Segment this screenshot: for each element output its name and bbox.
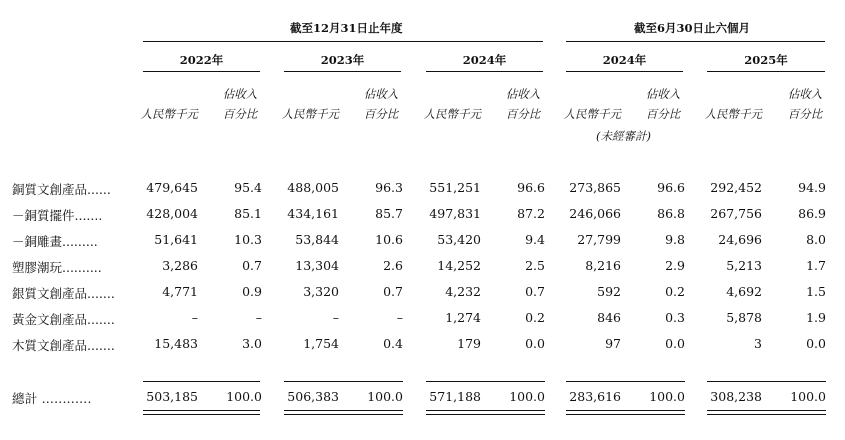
table-row-2-cell: 10.3 (234, 232, 262, 247)
table-row-0-cell: 94.9 (798, 180, 826, 195)
table-row-5-cell: – (396, 310, 403, 325)
table-row-2-cell: 8.0 (806, 232, 826, 247)
unit-pct-2025-h1 (785, 86, 825, 123)
table-row-1-cell: 267,756 (710, 206, 762, 221)
unit-amount-2022: 人民幣千元 (140, 107, 198, 121)
table-row-3-cell: 5,213 (726, 258, 762, 273)
unit-pct-line2: 百分比 (222, 107, 258, 121)
table-row-1-label: －銅質擺件....... (12, 208, 103, 223)
unit-pct-line2: 百分比 (787, 107, 823, 121)
unit-amount-2023: 人民幣千元 (281, 107, 339, 121)
table-row-2-cell: 53,420 (437, 232, 481, 247)
table-row-5-label: 黃金文創產品....... (12, 312, 115, 327)
total-row-cell: 571,188 (429, 389, 481, 404)
unit-pct-line2: 百分比 (645, 107, 681, 121)
table-row-3-cell: 1.7 (806, 258, 826, 273)
table-row-4-cell: 1.5 (806, 284, 826, 299)
table-row-4-label: 銀質文創產品....... (12, 286, 115, 301)
table-row-6-cell: 0.0 (806, 336, 826, 351)
total-row-cell: 308,238 (710, 389, 762, 404)
total-double-rule (284, 414, 403, 415)
total-double-rule (426, 414, 545, 415)
subtotal-rule (284, 381, 403, 382)
table-row-4-cell: 592 (597, 284, 621, 299)
table-row-2-cell: 27,799 (577, 232, 621, 247)
table-row-0-cell: 95.4 (234, 180, 262, 195)
unit-amount-2024: 人民幣千元 (423, 107, 481, 121)
table-row-0-label: 銅質文創產品...... (12, 182, 111, 197)
table-row-4-cell: 0.7 (383, 284, 403, 299)
total-row-cell: 100.0 (509, 389, 545, 404)
annual-period-header: 截至12月31日止年度 (290, 21, 403, 35)
unit-pct-2023 (361, 86, 401, 123)
year-rule-2022 (143, 71, 260, 72)
total-row-cell: 506,383 (287, 389, 339, 404)
table-row-6-cell: 0.4 (383, 336, 403, 351)
subtotal-rule (566, 381, 685, 382)
table-row-0-cell: 488,005 (287, 180, 339, 195)
table-row-2-label: －銅雕畫......... (12, 234, 98, 249)
table-row-6-cell: 0.0 (525, 336, 545, 351)
unaudited-note: (未經審計) (596, 129, 651, 143)
unit-pct-2024 (503, 86, 543, 123)
table-row-3-cell: 14,252 (437, 258, 481, 273)
table-row-0-cell: 96.6 (517, 180, 545, 195)
six-month-header-rule (566, 41, 825, 42)
unit-pct-line1: 佔收入 (222, 87, 258, 101)
table-row-6-cell: 15,483 (154, 336, 198, 351)
table-row-6-cell: 3 (754, 336, 762, 351)
table-row-4-cell: 0.7 (525, 284, 545, 299)
unit-amount-2024-h1: 人民幣千元 (563, 107, 621, 121)
table-row-2-cell: 9.4 (525, 232, 545, 247)
unit-pct-line1: 佔收入 (645, 87, 681, 101)
table-row-5-cell: – (191, 310, 198, 325)
table-row-6-cell: 179 (457, 336, 481, 351)
table-row-2-cell: 53,844 (295, 232, 339, 247)
total-row-cell: 100.0 (226, 389, 262, 404)
year-rule-2024-h1 (566, 71, 683, 72)
annual-header-rule (143, 41, 543, 42)
unit-pct-2022 (220, 86, 260, 123)
year-rule-2025-h1 (707, 71, 825, 72)
table-row-1-cell: 497,831 (429, 206, 481, 221)
table-row-5-cell: 1,274 (445, 310, 481, 325)
table-row-2-cell: 24,696 (718, 232, 762, 247)
table-row-4-cell: 4,771 (162, 284, 198, 299)
total-double-rule (707, 410, 826, 411)
year-header-2024-h1: 2024年 (602, 53, 647, 67)
table-row-6-cell: 1,754 (303, 336, 339, 351)
table-row-3-cell: 2.6 (383, 258, 403, 273)
year-rule-2024 (426, 71, 543, 72)
table-row-5-cell: – (255, 310, 262, 325)
table-row-4-cell: 0.2 (665, 284, 685, 299)
total-row-label: 總計 ............ (12, 391, 92, 406)
total-double-rule (566, 410, 685, 411)
table-row-0-cell: 273,865 (569, 180, 621, 195)
year-rule-2023 (284, 71, 401, 72)
table-row-1-cell: 86.9 (798, 206, 826, 221)
unit-pct-line2: 百分比 (363, 107, 399, 121)
total-row-cell: 503,185 (146, 389, 198, 404)
table-row-0-cell: 96.3 (375, 180, 403, 195)
table-row-1-cell: 434,161 (287, 206, 339, 221)
table-row-4-cell: 4,232 (445, 284, 481, 299)
subtotal-rule (143, 381, 260, 382)
table-row-3-cell: 0.7 (242, 258, 262, 273)
year-header-2022: 2022年 (179, 53, 224, 67)
table-row-1-cell: 85.7 (375, 206, 403, 221)
total-row-cell: 100.0 (790, 389, 826, 404)
table-row-0-cell: 551,251 (429, 180, 481, 195)
table-row-4-cell: 3,320 (303, 284, 339, 299)
table-row-1-cell: 246,066 (569, 206, 621, 221)
table-row-0-cell: 479,645 (146, 180, 198, 195)
year-header-2025-h1: 2025年 (744, 53, 788, 67)
table-row-2-cell: 10.6 (375, 232, 403, 247)
table-row-3-label: 塑膠潮玩.......... (12, 260, 102, 275)
table-row-0-cell: 292,452 (710, 180, 762, 195)
total-double-rule (284, 410, 403, 411)
total-double-rule (566, 414, 685, 415)
total-row-cell: 100.0 (649, 389, 685, 404)
unit-pct-line2: 百分比 (505, 107, 541, 121)
table-row-6-label: 木質文創產品....... (12, 338, 115, 353)
table-row-5-cell: – (332, 310, 339, 325)
table-row-0-cell: 96.6 (657, 180, 685, 195)
total-double-rule (707, 414, 826, 415)
table-row-4-cell: 4,692 (726, 284, 762, 299)
subtotal-rule (426, 381, 545, 382)
table-row-1-cell: 85.1 (234, 206, 262, 221)
table-row-6-cell: 3.0 (242, 336, 262, 351)
table-row-5-cell: 1.9 (806, 310, 826, 325)
table-row-3-cell: 13,304 (295, 258, 339, 273)
table-row-5-cell: 0.2 (525, 310, 545, 325)
total-double-rule (143, 410, 260, 411)
table-row-2-cell: 51,641 (154, 232, 198, 247)
year-header-2024: 2024年 (462, 53, 507, 67)
table-row-3-cell: 2.9 (665, 258, 685, 273)
table-row-5-cell: 846 (597, 310, 621, 325)
table-row-3-cell: 3,286 (162, 258, 198, 273)
table-row-1-cell: 87.2 (517, 206, 545, 221)
total-row-cell: 283,616 (569, 389, 621, 404)
table-row-6-cell: 0.0 (665, 336, 685, 351)
unit-pct-2024-h1 (643, 86, 683, 123)
table-row-1-cell: 428,004 (146, 206, 198, 221)
table-row-1-cell: 86.8 (657, 206, 685, 221)
year-header-2023: 2023年 (320, 53, 365, 67)
total-double-rule (426, 410, 545, 411)
table-row-5-cell: 5,878 (726, 310, 762, 325)
table-row-2-cell: 9.8 (665, 232, 685, 247)
total-double-rule (143, 414, 260, 415)
six-month-period-header: 截至6月30日止六個月 (634, 21, 751, 35)
unit-pct-line1: 佔收入 (505, 87, 541, 101)
table-row-3-cell: 8,216 (585, 258, 621, 273)
table-row-5-cell: 0.3 (665, 310, 685, 325)
unit-amount-2025-h1: 人民幣千元 (704, 107, 762, 121)
unit-pct-line1: 佔收入 (363, 87, 399, 101)
unit-pct-line1: 佔收入 (787, 87, 823, 101)
table-row-4-cell: 0.9 (242, 284, 262, 299)
table-row-3-cell: 2.5 (525, 258, 545, 273)
total-row-cell: 100.0 (367, 389, 403, 404)
subtotal-rule (707, 381, 826, 382)
table-row-6-cell: 97 (605, 336, 621, 351)
